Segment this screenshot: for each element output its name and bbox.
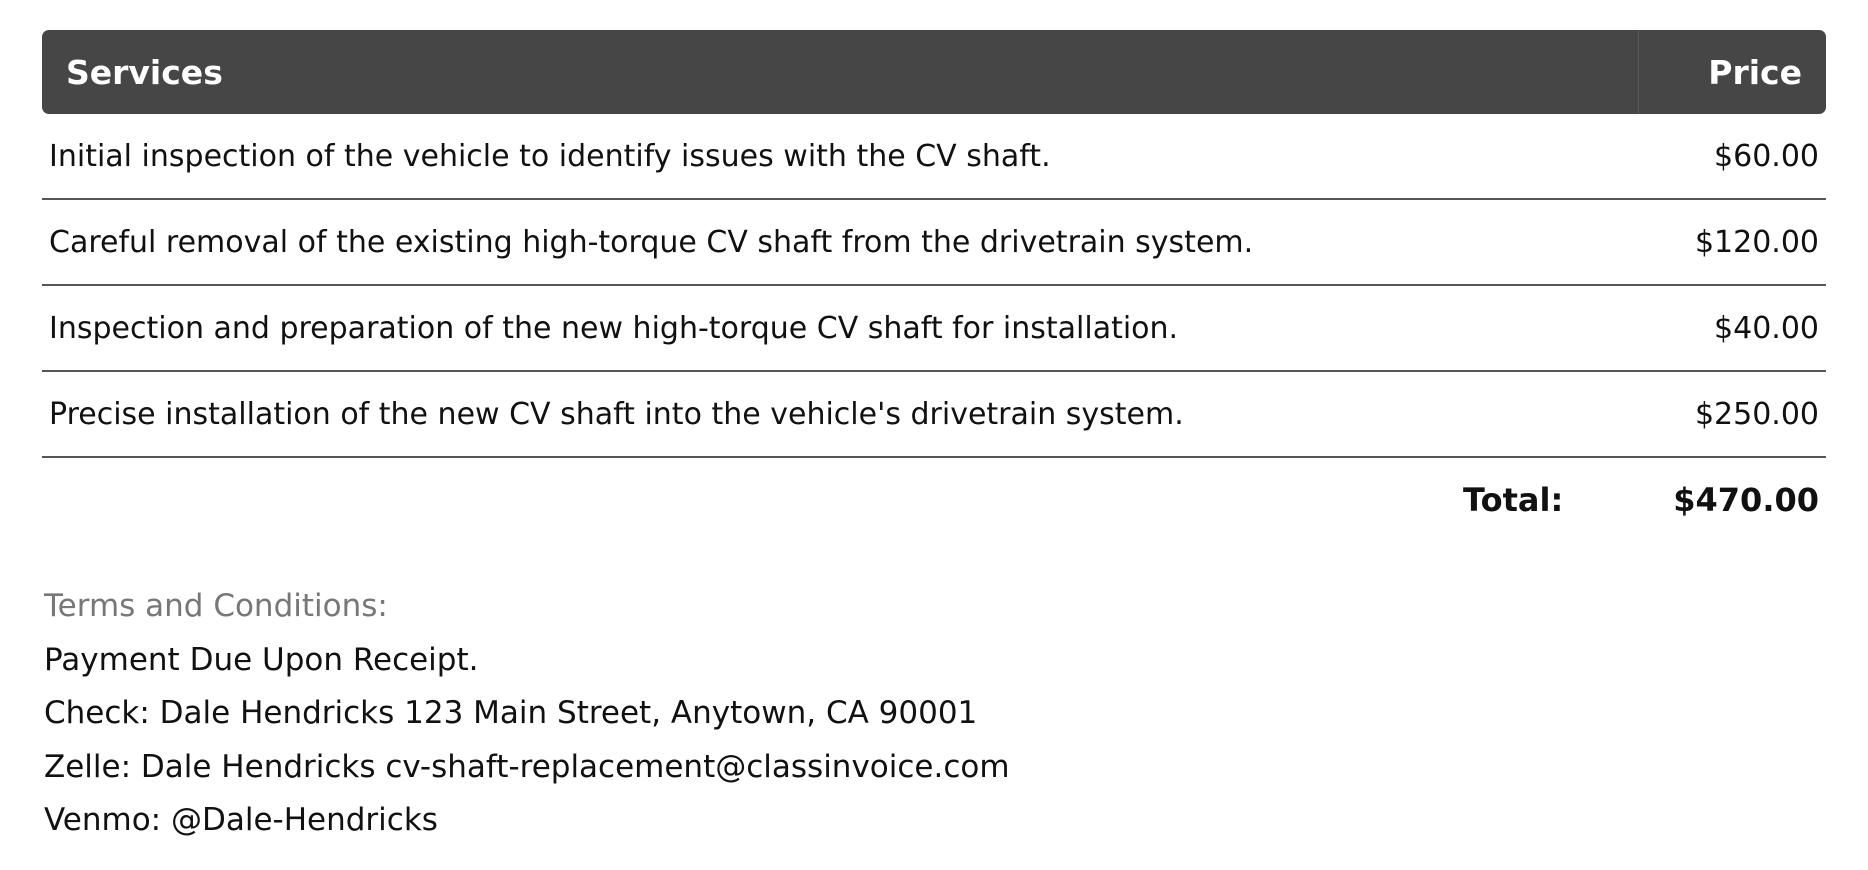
table-row bbox=[42, 200, 1826, 286]
service-price: $40.00 bbox=[1714, 310, 1819, 346]
terms-line-zelle: Zelle: Dale Hendricks cv-shaft-replacement@classinvoice.com bbox=[44, 748, 1010, 785]
terms-line-check: Check: Dale Hendricks 123 Main Street, Anytown, CA 90001 bbox=[44, 695, 978, 731]
total-label: Total: bbox=[1463, 481, 1564, 519]
service-description: Careful removal of the existing high-torque CV shaft from the drivetrain system. bbox=[49, 224, 1254, 260]
services-table bbox=[42, 30, 1826, 542]
table-row bbox=[42, 372, 1826, 458]
service-price: $120.00 bbox=[1694, 224, 1819, 260]
total-value: $470.00 bbox=[1673, 481, 1819, 519]
service-description: Precise installation of the new CV shaft into the vehicle's drivetrain system. bbox=[49, 396, 1184, 432]
terms-title: Terms and Conditions: bbox=[44, 588, 388, 624]
service-description: Initial inspection of the vehicle to identify issues with the CV shaft. bbox=[49, 138, 1051, 174]
header-services: Services bbox=[66, 52, 223, 92]
service-price: $60.00 bbox=[1714, 138, 1819, 174]
terms-line-venmo: Venmo: @Dale-Hendricks bbox=[44, 802, 438, 838]
table-row bbox=[42, 114, 1826, 200]
total-row bbox=[42, 458, 1826, 542]
service-description: Inspection and preparation of the new high-torque CV shaft for installation. bbox=[49, 310, 1179, 346]
table-row bbox=[42, 286, 1826, 372]
terms-section bbox=[44, 580, 1010, 848]
terms-line-payment: Payment Due Upon Receipt. bbox=[44, 641, 479, 678]
header-price: Price bbox=[1638, 30, 1826, 114]
service-price: $250.00 bbox=[1694, 396, 1819, 432]
table-header bbox=[42, 30, 1826, 114]
